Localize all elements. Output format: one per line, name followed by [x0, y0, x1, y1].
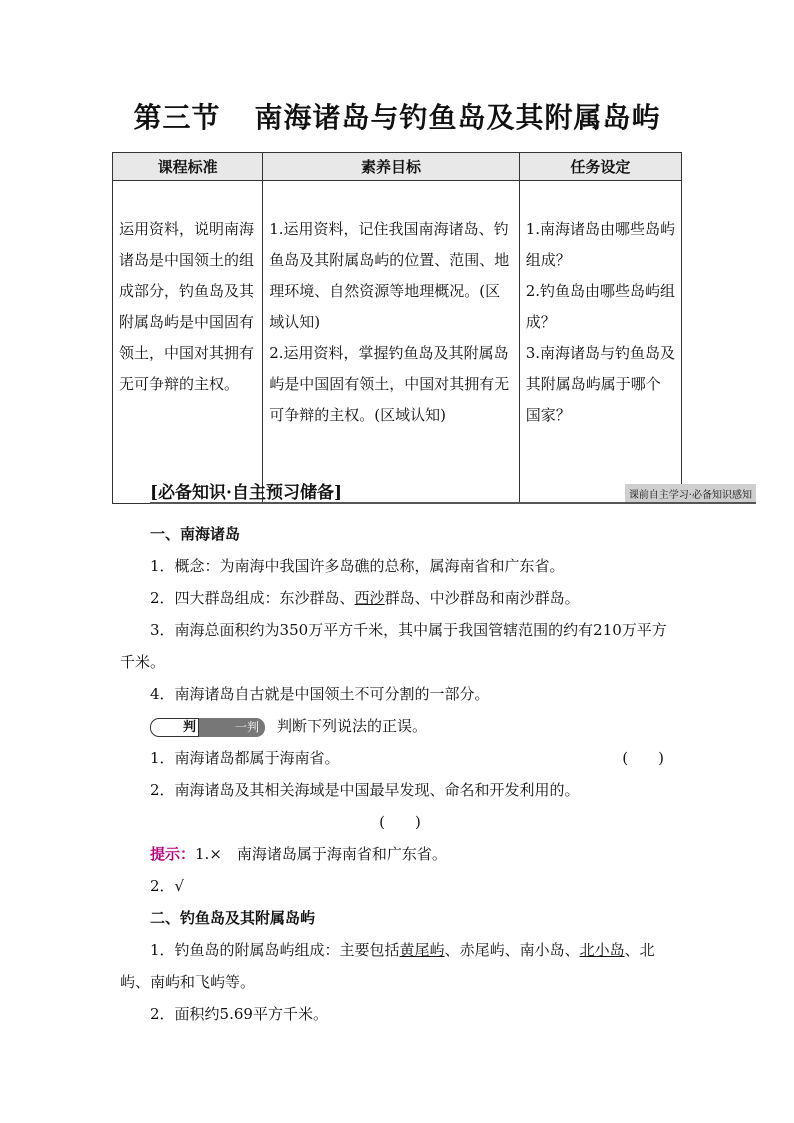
task-item: 3.南海诸岛与钓鱼岛及其附属岛屿属于哪个国家？: [525, 344, 675, 424]
paragraph: 3．南海总面积约为350万平方千米，其中属于我国管辖范围的约有210万平方千米。: [120, 621, 667, 671]
section-number: 第三节: [133, 101, 221, 134]
heading-south-china-sea-islands: 一、南海诸岛: [150, 525, 241, 543]
curriculum-standard-cell: [113, 181, 263, 504]
competency-goals-cell: [263, 181, 519, 504]
task-item: 2.钓鱼岛由哪些岛屿组成？: [525, 282, 675, 331]
header-competency-goals: 素养目标: [263, 153, 519, 181]
answer-blank: ( ): [379, 813, 421, 831]
paragraph: 1．概念：为南海中我国许多岛礁的总称，属海南省和广东省。: [150, 557, 565, 575]
objectives-table: [112, 152, 682, 504]
header-curriculum-standard: 课程标准: [113, 153, 263, 181]
underlined-term: 黄尾屿: [399, 941, 445, 959]
hint-2: 2．√: [150, 877, 185, 895]
page-title: [0, 96, 794, 136]
goal-item: 2.运用资料，掌握钓鱼岛及其附属岛屿是中国固有领土，中国对其拥有无可争辩的主权。(区域认知): [269, 344, 510, 424]
section-divider: [150, 502, 756, 504]
section-label: [必备知识·自主预习储备]: [150, 483, 343, 503]
goal-item: 1.运用资料，记住我国南海诸岛、钓鱼岛及其附属岛屿的位置、范围、地理环境、自然资源等地理概况。(区域认知): [269, 220, 510, 331]
task-item: 1.南海诸岛由哪些岛屿组成？: [525, 220, 675, 269]
table-header-row: [113, 153, 682, 181]
table-row: [113, 181, 682, 504]
judge-badge: 判 一判: [150, 718, 265, 737]
section-tag: 课前自主学习·必备知识感知: [625, 484, 756, 503]
task-setting-cell: [519, 181, 681, 504]
underlined-term: 北小岛: [579, 941, 625, 959]
header-task-setting: 任务设定: [519, 153, 681, 181]
judge-instruction: 判 一判 判断下列说法的正误。: [120, 710, 680, 742]
answer-blank: ( ): [622, 749, 664, 767]
section-title: 南海诸岛与钓鱼岛及其附属岛屿: [254, 101, 661, 134]
heading-diaoyu-islands: 二、钓鱼岛及其附属岛屿: [150, 909, 316, 927]
underlined-term: 西沙: [354, 589, 385, 607]
question-2: 2．南海诸岛及其相关海域是中国最早发现、命名和开发利用的。: [150, 781, 580, 799]
paragraph: 2．面积约5.69平方千米。: [150, 1005, 328, 1023]
paragraph: 4．南海诸岛自古就是中国领土不可分割的一部分。: [150, 685, 490, 703]
paragraph: 1．钓鱼岛的附属岛屿组成：主要包括黄尾屿、赤尾屿、南小岛、北小岛、北屿、南屿和飞屿等。: [120, 941, 655, 991]
knowledge-content: [120, 518, 680, 1030]
hint-1: 提示：1.× 南海诸岛属于海南省和广东省。: [150, 845, 447, 863]
curriculum-standard-text: 运用资料，说明南海诸岛是中国领土的组成部分，钓鱼岛及其附属岛屿是中国固有领土，中国对其拥有无可争辩的主权。: [119, 220, 255, 393]
paragraph: 2．四大群岛组成：东沙群岛、西沙群岛、中沙群岛和南沙群岛。: [150, 589, 580, 607]
question-1: 1．南海诸岛都属于海南省。 ( ): [120, 742, 680, 774]
section-header: [150, 476, 756, 504]
